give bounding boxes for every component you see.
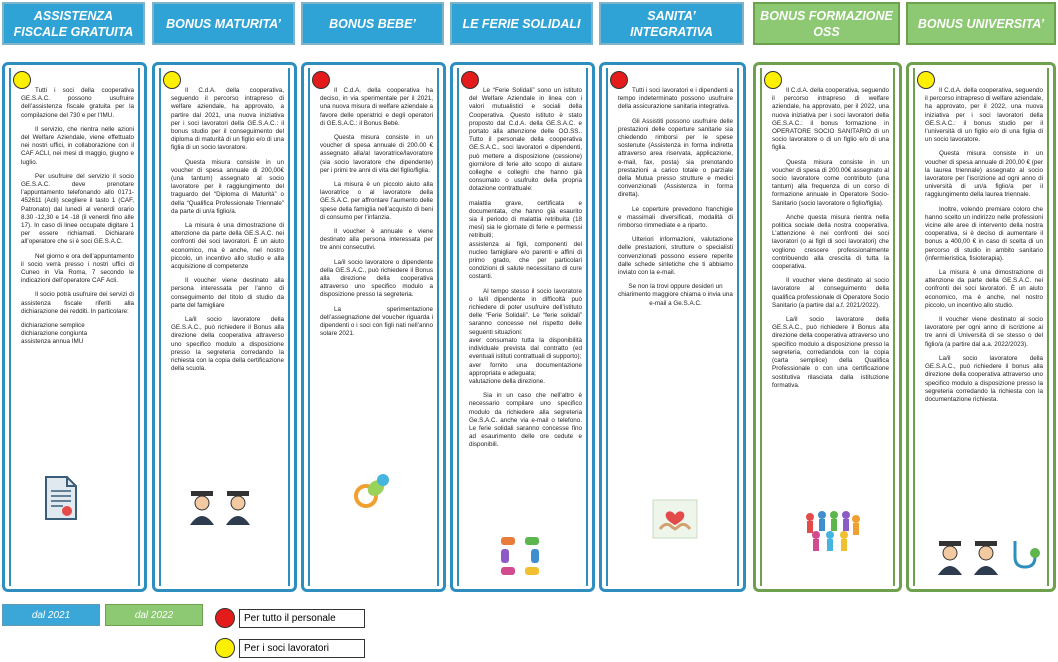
header-bonus-universita: BONUS UNIVERSITA’ <box>906 2 1056 45</box>
document-icon <box>43 475 79 521</box>
team-icon <box>802 509 862 553</box>
pacifier-icon <box>352 470 392 510</box>
header-sanita-integrativa: SANITA’ INTEGRATIVA <box>599 2 744 45</box>
card-text: Le “Ferie Solidali” sono un istituto del Welfare Aziendale in linea con i valori mutualistici e sociali della Cooperativa. Questo istituto è stato proposto dal C.d.A. della GE.S.A.C. e portato alla attenzione delle OO.SS.. Tutto il personale della cooperativa GE.S.A.C., soci lavoratori e dipendenti, può mettere a disposizione (cessione) giorni/ore di ferie allo scopo di aiutare colleghe e colleghi che hanno già consumato o usufruito della propria dotazione contrattuale: malattia grave, certificata e documentata, che hanno già esaurito sia il periodo di malattia retribuita (18 mesi) sia le giornate di ferie e permessi retribuiti; assistenza ai figli, componenti del nucleo famigliare e/o parenti e affini di primo grado, che per particolari condizioni di salute necessitano di cure costanti. Al tempo stesso il socio lavoratore o la/il dipendente in difficoltà può richiedere di poter usufruire dell’istituto delle “Ferie Solidali”. Le “ferie solidali” saranno concesse nel rispetto delle seguenti situazioni: aver consumato tutta la disponibilità individuale prevista dal contratto (ed eventuali istituti contrattuali di supporto); aver fornito una documentazione appropriata e adeguata; valutazione della direzione. Sia in un caso che nell’altro è necessario compilare uno specifico modulo da richiedere alla segreteria Ge.S.A.C. anche via e-mail o telefono. Le ferie solidali saranno concesse fino ad esaurimento delle ore cedute e disponibili. <box>469 87 582 449</box>
card-text: Tutti i soci lavoratori e i dipendenti a tempo indeterminato possono usufruire della assicurazione sanitaria integrativa. Gli Assistiti possono usufruire delle prestazioni delle coperture sanitarie sia chiedendo rimborsi per le spese sostenute (Assistenza in forma indiretta attraverso area riservata, applicazione, e-mail, fax, posta) sia prenotando prestazioni a carico totale o parziale della Mutua presso strutture e medici convenzionati (Assistenza in forma diretta). Le coperture prevedono franchigie e massimali diversificati, modalità di rimborso rimmediate e a riparto. Ulteriori informazioni, valutazione delle prestazioni, strutture o specialisti convenzionati possono essere reperite dalle schede sintetiche che ti abbiamo inviato con la e-mail. Se non la trovi oppure desideri un chiarimento maggiore chiama o invia una e-mail a Ge.S.A.C. <box>618 87 733 307</box>
card-bonus-formazione-oss <box>753 62 902 592</box>
graduates-stethoscope-icon <box>935 535 1047 575</box>
header-assistenza-fiscale: ASSISTENZA FISCALE GRATUITA <box>2 2 145 45</box>
card-text: Il C.d.A. della cooperativa ha deciso, in via sperimentale per il 2021, una nuova misura di welfare aziendale a favore delle operatrici e degli operatori di GE.S.A.C.: il Bonus Bebè. Questa misura consiste in un voucher di spesa annuale di 200.00 € assegnato alla/al lavoratrice/lavoratore (sia socio lavoratore che dipendente) per i primi tre anni di vita del figlio/figlia. La misura è un piccolo aiuto alla lavoratrice o al lavoratore della GE.S.A.C. per affrontare l’aumento delle spese della famiglia nell’acquisto di beni di consumo per l’infanzia. Il voucher è annuale e viene destinato alla persona interessata per tre anni consecutivi. La/il socio lavoratore o dipendente della GE.S.A.C., può richiedere il Bonus alla direzione della cooperativa attraverso uno specifico modulo a disposizione presso la segreteria. La sperimentazione dell’assegnazione del voucher riguarda i dipendenti o i soci con figli nati nell’anno solare 2021. <box>320 87 433 338</box>
card-text: Il C.d.A. della cooperativa, seguendo il percorso intrapreso di welfare aziendale, ha approvato, per il 2022, una nuova iniziativa per i soci lavoratori della GE.S.A.C.: il bonus studio per il l’università di un figlio e/o di una figlia di un socio lavoratore. Questa misura consiste in un voucher di spesa annuale di 200,00 € (per la laurea triennale) assegnato al socio lavoratore per l’iscrizione ad ogni anno di università di un/a figlio/a per il raggiungimento della laurea triennale. Inoltre, volendo premiare coloro che hanno scelto un indirizzo nelle professioni vicine alle aree di intervento della nostra cooperativa, si è deciso di aumentare il bonus a 400,00 € in caso di scelta di un percorso di studio in ambito sanitario (infermieristica, fisioterapia). La misura è una dimostrazione di attenzione da parte della GE.S.A.C. nei confronti dei soci lavoratori. È un aiuto economico, ma è anche, nel nostro piccolo, un incentivo allo studio. Il voucher viene destinato al socio lavoratore per ogni anno di iscrizione ai tre anni di Università di se stesso o del figlio/a (a partire dal a.a. 2022/2023). La/il socio lavoratore della GE.S.A.C., può richiedere il bonus alla direzione della cooperativa attraverso uno specifico modulo a disposizione presso la segreteria corredando la richiesta con la documentazione richiesta. <box>925 87 1043 403</box>
card-text: Tutti i soci della cooperativa GE.S.A.C. possono usufruire dell’assistenza fiscale gratuita per la compilazione del 730 e per l’IMU. Il servizio, che rientra nelle azioni del Welfare Aziendale, viene effettuato nei nostri uffici, in collaborazione con il CAF ACLI, nei mesi di maggio, giugno e luglio. Per usufruire del servizio il socio GE.S.A.C. deve prenotare l’appuntamento telefonando allo 0171-452611 (Acli) scegliere il tasto 1 (CAF, Patronato) dal lunedì al venerdì orario 8.30 -12,30 e 14 -18 (il venerdì fino alle 17). In caso di linee occupate digitare 1 per essere richiamati. Dichiarare all’operatore che si è soci GE.S.A.C. Nel giorno e ora dell’appuntamento il socio verrà presso i nostri uffici di Cuneo in Via Roma, 7 secondo le indicazioni dell’operatore CAF Acli. Il socio potrà usufruire dei servizi di assistenza fiscale riferiti alla dichiarazione dei redditi. In particolare: dichiarazione semplice dichiarazione congiunta assistenza annua IMU <box>21 87 134 346</box>
year-2022-badge: dal 2022 <box>105 604 203 626</box>
heart-hands-icon <box>652 499 698 539</box>
header-bonus-maturita: BONUS MATURITA’ <box>152 2 295 45</box>
card-sanita-integrativa <box>599 62 746 592</box>
yellow-dot-icon <box>215 638 235 658</box>
card-text: Il C.d.A. della cooperativa, seguendo il percorso intrapreso di welfare aziendale, ha approvato, a partire dal 2021, una nuova iniziativa per i soci lavoratori della GE.S.A.C.: il bonus studio per il conseguimento del diploma di maturità di un figlio e/o di una figlia di un socio lavoratore. Questa misura consiste in un voucher di spesa annuale di 200,00€ (una tantum) assegnato al socio lavoratore per il raggiungimento del traguardo del “Diploma di Maturità” o della “Qualifica Professionale Triennale” da parte di un/a figlio/a. La misura è una dimostrazione di attenzione da parte della GE.S.A.C. nei confronti dei soci lavoratori. È un aiuto economico, ma è anche, nel nostro piccolo, un incentivo allo studio e alla acquisizione di competenze Il voucher viene destinato alla persona interessata per l’anno di conseguimento del titolo di studio da parte del famigliare La/il socio lavoratore della GE.S.A.C., può richiedere il Bonus alla direzione della cooperativa attraverso uno specifico modulo a disposizione presso la segreteria corredando la richiesta con la copia della certificazione della scuola. <box>171 87 284 373</box>
header-ferie-solidali: LE FERIE SOLIDALI <box>450 2 593 45</box>
legend-tutto-personale <box>215 608 365 628</box>
red-dot-icon <box>215 608 235 628</box>
card-bonus-universita <box>906 62 1056 592</box>
card-bonus-bebe <box>301 62 446 592</box>
header-bonus-formazione-oss: BONUS FORMAZIONE OSS <box>753 2 900 45</box>
card-text: Il C.d.A. della cooperativa, seguendo il percorso intrapreso di welfare aziendale, ha approvato, per il 2022, una nuova iniziativa per i soci lavoratori della GE.S.A.C.: il bonus formazione in OPERATORE SOCIO SANITARIO di un socio lavoratore o di un figlio e/o di una figlia. Questa misura consiste in un voucher di spesa di 200.00€ assegnato al socio lavoratore come contributo (una tantum) alla frequenza di un corso di formazione annuale in Operatore Socio-Sanitario (socio lavoratore o figlio/figlia). Anche questa misura rientra nella politica sociale della nostra cooperativa. L’attenzione è nei confronti dei soci lavoratori (o ai figli di soci lavoratori) che vogliono crescere professionalmente contribuendo alla crescita di tutta la cooperativa. Il voucher viene destinato al socio lavoratore al conseguimento della qualifica professionale di Operatore Socio Sanitario (a partire dal a.f. 2021/2022). La/il socio lavoratore della GE.S.A.C., può richiedere il Bonus alla direzione della cooperativa attraverso uno specifico modulo a disposizione presso la segreteria, corredandola con la copia (carta semplice) della Qualifica Professionale o con una certificazione sostitutiva rilasciata dalla istituzione formativa. <box>772 87 889 389</box>
card-bonus-maturita <box>152 62 297 592</box>
legend-label: Per tutto il personale <box>239 609 365 628</box>
legend-soci-lavoratori <box>215 638 365 658</box>
legend-label: Per i soci lavoratori <box>239 639 365 658</box>
header-bonus-bebe: BONUS BEBE’ <box>301 2 444 45</box>
card-assistenza-fiscale <box>2 62 147 592</box>
solidarity-icon <box>499 535 541 577</box>
year-2021-badge: dal 2021 <box>2 604 100 626</box>
graduates-icon <box>185 485 257 525</box>
card-ferie-solidali <box>450 62 595 592</box>
